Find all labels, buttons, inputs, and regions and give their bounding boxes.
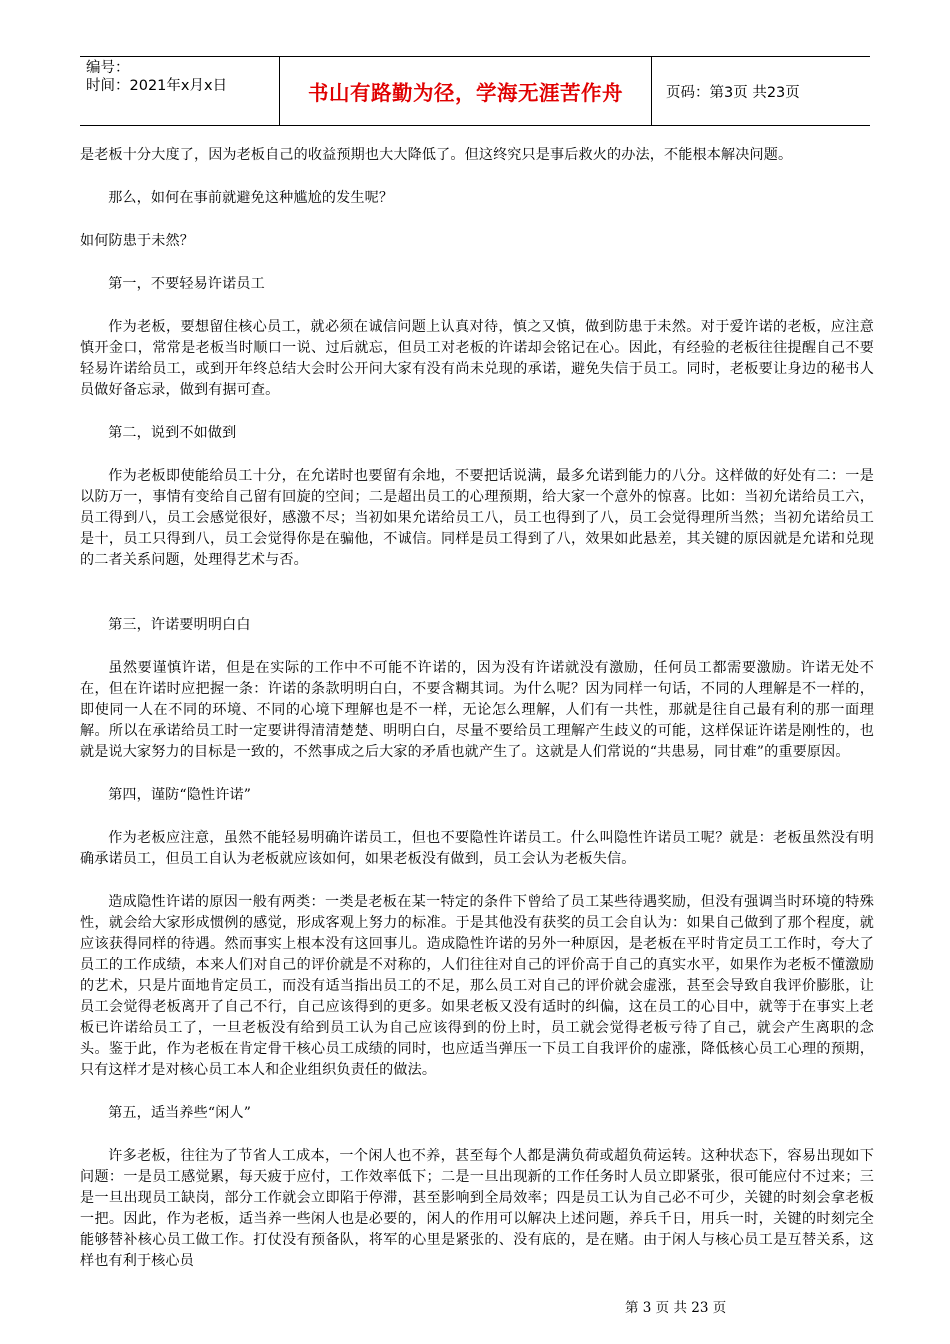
document-body: [80, 141, 874, 1272]
paragraph-section-4a: 作为老板应注意，虽然不能轻易明确许诺员工，但也不要隐性许诺员工。什么叫隐性许诺员工呢？就是：老板虽然没有明确承诺员工，但员工自认为老板就应该如何，如果老板没有做到，员工会认为老板失信。: [80, 830, 874, 867]
header-motto: 书山有路勤为径，学海无涯苦作舟: [308, 81, 623, 105]
paragraph-section-3: 虽然要谨慎许诺，但是在实际的工作中不可能不许诺的，因为没有许诺就没有激励，任何员工都需要激励。许诺无处不在，但在许诺时应把握一条：许诺的条款明明白白，不要含糊其词。为什么呢？因为同样一句话，不同的人理解是不一样的，即使同一人在不同的环境、不同的心境下理解也是不一样，无论怎么理解，人们有一共性，那就是往自己最有利的那一面理解。所以在承诺给员工时一定要讲得清清楚楚、明明白白，尽量不要给员工理解产生歧义的可能，这样保证许诺是刚性的，也就是说大家努力的目标是一致的，不然事成之后大家的矛盾也就产生了。这就是人们常说的“共患易，同甘难”的重要原因。: [80, 660, 874, 760]
section-heading-1: 第一，不要轻易许诺员工: [108, 276, 265, 292]
header-meta: [80, 57, 280, 125]
section-heading-4: 第四，谨防“隐性许诺”: [108, 787, 252, 803]
header-motto-cell: [280, 57, 652, 125]
document-number-label: 编号：: [86, 60, 130, 76]
section-heading-2: 第二，说到不如做到: [108, 425, 237, 441]
paragraph-question: 那么，如何在事前就避免这种尴尬的发生呢？: [108, 190, 394, 206]
page-footer: 第 3 页 共 23 页: [625, 1300, 727, 1316]
section-heading-5: 第五，适当养些“闲人”: [108, 1105, 252, 1121]
paragraph-continuation: 是老板十分大度了，因为老板自己的收益预期也大大降低了。但这终究只是事后救火的办法，不能根本解决问题。: [80, 147, 793, 163]
paragraph-section-1: 作为老板，要想留住核心员工，就必须在诚信问题上认真对待，慎之又慎，做到防患于未然。对于爱许诺的老板，应注意慎开金口，常常是老板当时顺口一说、过后就忘，但员工对老板的许诺却会铭记在心。因此，有经验的老板往往提醒自己不要轻易许诺给员工，或到开年终总结大会时公开问大家有没有尚未兑现的承诺，避免失信于员工。同时，老板要让身边的秘书人员做好备忘录，做到有据可查。: [80, 319, 874, 398]
section-question: 如何防患于未然？: [80, 233, 194, 249]
paragraph-section-5: 许多老板，往往为了节省人工成本，一个闲人也不养，甚至每个人都是满负荷或超负荷运转。这种状态下，容易出现如下问题：一是员工感觉累，每天疲于应付，工作效率低下；二是一旦出现新的工作任务时人员立即紧张，很可能应付不过来；三是一旦出现员工缺岗，部分工作就会立即陷于停滞，甚至影响到全局效率；四是员工认为自己必不可少，关键的时刻会拿老板一把。因此，作为老板，适当养一些闲人也是必要的，闲人的作用可以解决上述问题，养兵千日，用兵一时，关键的时刻完全能够替补核心员工做工作。打仗没有预备队，将军的心里是紧张的、没有底的，是在赌。由于闲人与核心员工是互替关系，这样也有利于核心员: [80, 1148, 874, 1269]
paragraph-section-2: 作为老板即使能给员工十分，在允诺时也要留有余地，不要把话说满，最多允诺到能力的八分。这样做的好处有二：一是以防万一，事情有变给自己留有回旋的空间；二是超出员工的心理预期，给大家一个意外的惊喜。比如：当初允诺给员工六，员工得到八，员工会感觉很好，感激不尽；当初如果允诺给员工八，员工也得到了八，员工会觉得理所当然；当初允诺给员工是十，员工只得到八，员工会觉得你是在骗他，不诚信。同样是员工得到了八，效果如此悬差，其关键的原因就是允诺和兑现的二者关系问题，处理得艺术与否。: [80, 468, 874, 568]
section-heading-3: 第三，许诺要明明白白: [108, 617, 251, 633]
page-header: [80, 56, 870, 126]
paragraph-section-4b: 造成隐性许诺的原因一般有两类：一类是老板在某一特定的条件下曾给了员工某些待遇奖励，但没有强调当时环境的特殊性，就会给大家形成惯例的感觉，形成客观上努力的标准。于是其他没有获奖的员工会自认为：如果自己做到了那个程度，就应该获得同样的待遇。然而事实上根本没有这回事儿。造成隐性许诺的另外一种原因，是老板在平时肯定员工工作时，夸大了员工的工作成绩，本来人们对自己的评价就是不对称的，人们往往对自己的评价高于自己的真实水平，如果作为老板不懂激励的艺术，只是片面地肯定员工，而没有适当指出员工的不足，那么员工对自己的评价就会虚涨，甚至会导致自我评价膨胀，让员工会觉得老板离开了自己不行，自己应该得到的更多。如果老板又没有适时的纠偏，这在员工的心目中，就等于在事实上老板已许诺给员工了，一旦老板没有给到员工认为自己应该得到的份上时，员工就会觉得老板亏待了自己，就会产生离职的念头。鉴于此，作为老板在肯定骨干核心员工成绩的同时，也应适当弹压一下员工自我评价的虚涨，降低核心员工心理的预期，只有这样才是对核心员工本人和企业组织负责任的做法。: [80, 894, 874, 1078]
header-page-number: 页码：第3页 共23页: [666, 84, 800, 101]
document-time-label: 时间：2021年x月x日: [86, 78, 228, 94]
header-page-cell: [652, 57, 870, 125]
